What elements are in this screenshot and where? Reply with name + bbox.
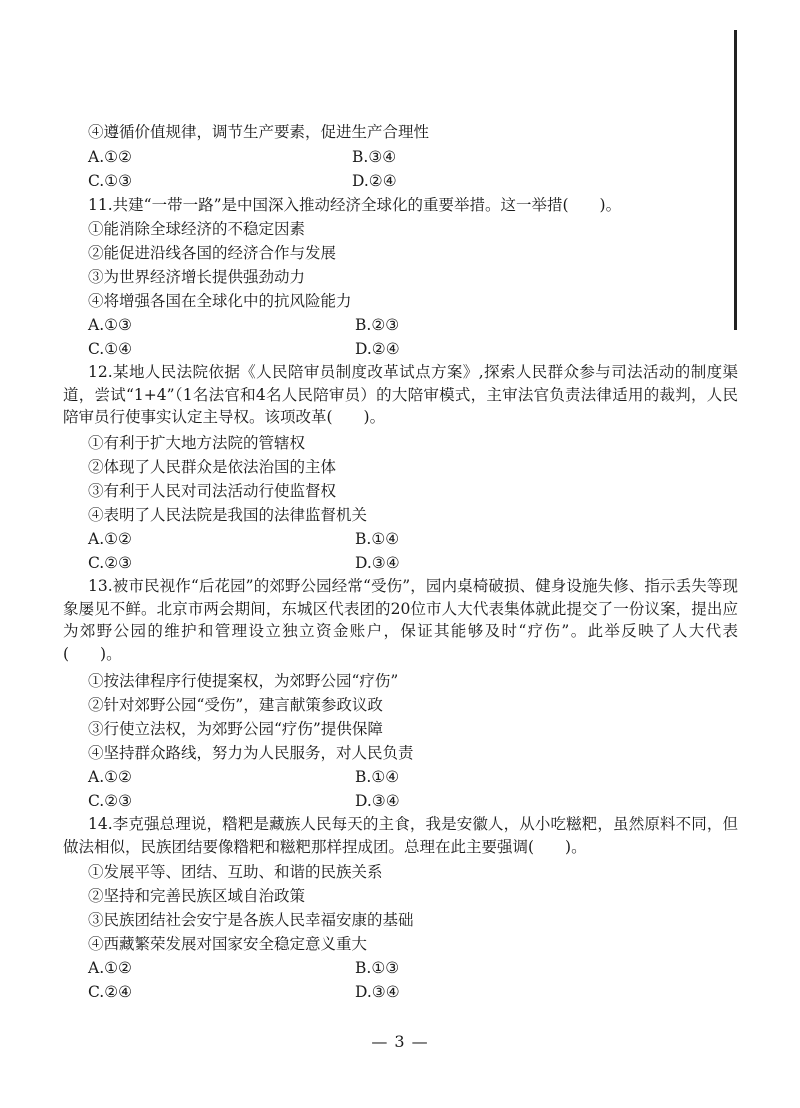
q12-choice-c: C.②③ — [88, 554, 133, 572]
q13-choice-c: C.②③ — [88, 792, 133, 810]
q14-option-2: ②坚持和完善民族区域自治政策 — [88, 887, 306, 905]
q14-choice-d: D.③④ — [355, 983, 400, 1001]
q12-stem-text: 12.某地人民法院依据《人民陪审员制度改革试点方案》,探索人民群众参与司法活动的制度渠道，尝试“1+4”（1名法官和4名人民陪审员）的大陪审模式，主审法官负责法律适用的裁判，人民陪审员行使事实认定主导权。该项改革( )。 — [63, 363, 738, 427]
q11-choice-c: C.①④ — [88, 340, 133, 358]
q10-choice-a: A.①② — [88, 148, 132, 166]
q13-option-3: ③行使立法权，为郊野公园“疗伤”提供保障 — [88, 720, 383, 738]
q11-option-2: ②能促进沿线各国的经济合作与发展 — [88, 244, 337, 262]
q14-choice-a: A.①② — [88, 959, 132, 977]
page-number: — 3 — — [371, 1032, 429, 1051]
q14-stem-text: 14.李克强总理说，糌粑是藏族人民每天的主食，我是安徽人，从小吃糍粑，虽然原料不同，但做法相似，民族团结要像糌粑和糍粑那样捏成团。总理在此主要强调( )。 — [63, 815, 738, 856]
q13-stem-text: 13.被市民视作“后花园”的郊野公园经常“受伤”，园内桌椅破损、健身设施失修、指示丢失等现象屡见不鲜。北京市两会期间，东城区代表团的20位市人大代表集体就此提交了一份议案，提出应为郊野公园的维护和管理设立独立资金账户，保证其能够及时“疗伤”。此举反映了人大代表( )。 — [63, 577, 738, 664]
q12-choice-b: B.①④ — [355, 530, 400, 548]
q10-option-4: ④遵循价值规律，调节生产要素，促进生产合理性 — [88, 123, 430, 141]
q12-option-2: ②体现了人民群众是依法治国的主体 — [88, 458, 337, 476]
q13-choice-b: B.①④ — [355, 768, 400, 786]
q14-stem — [63, 813, 738, 858]
q10-choice-c: C.①③ — [88, 172, 133, 190]
q14-option-4: ④西藏繁荣发展对国家安全稳定意义重大 — [88, 935, 368, 953]
q11-option-3: ③为世界经济增长提供强劲动力 — [88, 268, 306, 286]
q12-stem — [63, 361, 738, 429]
q14-option-3: ③民族团结社会安宁是各族人民幸福安康的基础 — [88, 911, 414, 929]
q10-choice-b: B.③④ — [352, 148, 397, 166]
q10-choice-d: D.②④ — [352, 172, 397, 190]
q14-choice-b: B.①③ — [355, 959, 400, 977]
q11-choice-a: A.①③ — [88, 316, 132, 334]
q12-option-3: ③有利于人民对司法活动行使监督权 — [88, 482, 337, 500]
q12-choice-a: A.①② — [88, 530, 132, 548]
q13-choice-d: D.③④ — [355, 792, 400, 810]
q11-choice-b: B.②③ — [355, 316, 400, 334]
q14-choice-c: C.②④ — [88, 983, 133, 1001]
q12-choice-d: D.③④ — [355, 554, 400, 572]
q13-option-2: ②针对郊野公园“受伤”，建言献策参政议政 — [88, 696, 383, 714]
q13-choice-a: A.①② — [88, 768, 132, 786]
q11-choice-d: D.②④ — [355, 340, 400, 358]
q14-option-1: ①发展平等、团结、互助、和谐的民族关系 — [88, 863, 383, 881]
q11-stem: 11.共建“一带一路”是中国深入推动经济全球化的重要举措。这一举措( )。 — [88, 196, 622, 214]
q13-option-1: ①按法律程序行使提案权，为郊野公园“疗伤” — [88, 672, 399, 690]
q13-stem — [63, 575, 738, 666]
q11-option-1: ①能消除全球经济的不稳定因素 — [88, 220, 306, 238]
q12-option-4: ④表明了人民法院是我国的法律监督机关 — [88, 506, 368, 524]
q13-option-4: ④坚持群众路线，努力为人民服务，对人民负责 — [88, 744, 414, 762]
q11-option-4: ④将增强各国在全球化中的抗风险能力 — [88, 292, 352, 310]
q12-option-1: ①有利于扩大地方法院的管辖权 — [88, 434, 306, 452]
